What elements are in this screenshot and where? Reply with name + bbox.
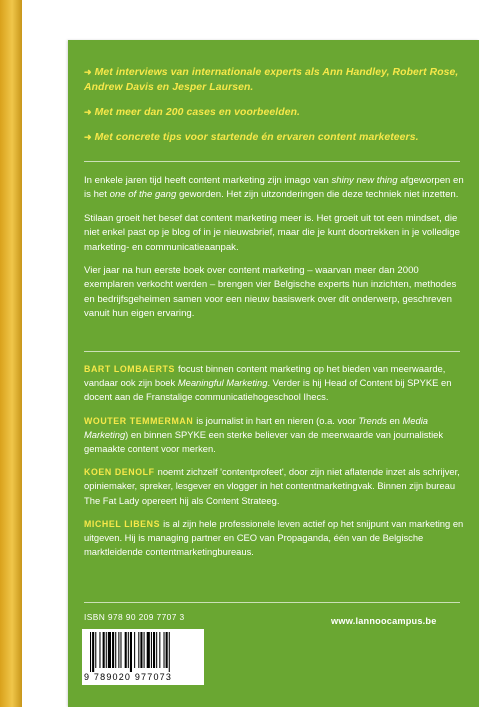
author-bio: KOEN DENOLF noemt zichzelf 'contentprofeet', door zijn niet aflatende inzet als schrijver, opiniemaker, spreker, lesgever en vlogger in het contentmarketingvak. Binnen zijn bureau The Fat Lady opereert hij als Content Strateeg. <box>84 466 460 506</box>
cover-panel <box>68 40 479 707</box>
isbn-label: ISBN 978 90 209 7707 3 <box>84 612 185 622</box>
divider <box>84 161 460 162</box>
barcode-bar <box>112 632 114 668</box>
barcode-bar <box>95 632 96 668</box>
bullet-item: ➜ Met meer dan 200 cases en voorbeelden. <box>84 107 301 118</box>
barcode-bar <box>128 632 129 668</box>
author-bios <box>84 362 466 568</box>
barcode-bar <box>166 632 168 668</box>
barcode-bar <box>151 632 152 668</box>
barcode-bar <box>164 632 165 668</box>
publisher-website[interactable]: www.lannoocampus.be <box>331 616 437 626</box>
barcode-bar <box>140 632 142 668</box>
blurb-paragraph: In enkele jaren tijd heeft content marketing zijn imago van shiny new thing afgeworpen en is het one of the gang geworden. Het zijn uitzonderingen die deze techniek niet inzetten. <box>84 175 464 201</box>
barcode <box>82 629 204 685</box>
barcode-bar <box>147 632 150 668</box>
barcode-bar <box>99 632 100 668</box>
barcode-bar <box>134 632 135 668</box>
bullet-item: ➜ Met concrete tips voor startende én ervaren content marketeers. <box>84 132 419 143</box>
barcode-bar <box>153 632 155 668</box>
arrow-right-icon: ➜ <box>84 132 92 142</box>
divider <box>84 602 460 603</box>
barcode-bar <box>130 632 132 672</box>
barcode-bars <box>90 632 196 672</box>
barcode-bar <box>169 632 170 672</box>
blurb-text <box>84 174 466 331</box>
divider <box>84 351 460 352</box>
author-bio: WOUTER TEMMERMAN is journalist in hart en nieren (o.a. voor Trends en Media Marketing) en binnen SPYKE een sterke believer van de meerwaarde van journalistiek gemaakte content voor merken. <box>84 414 444 455</box>
book-spine <box>0 0 22 707</box>
author-name: KOEN DENOLF <box>84 467 155 478</box>
author-name: WOUTER TEMMERMAN <box>84 415 194 426</box>
barcode-bar <box>144 632 145 668</box>
bullet-item: ➜ Met interviews van internationale experts als Ann Handley, Robert Rose, Andrew Davis en Jesper Laursen. <box>84 67 459 93</box>
arrow-right-icon: ➜ <box>84 107 92 117</box>
barcode-bar <box>120 632 121 668</box>
barcode-bar <box>106 632 107 668</box>
barcode-bar <box>156 632 157 668</box>
barcode-digits: 9 789020 977073 <box>84 672 173 682</box>
barcode-bar <box>115 632 116 668</box>
barcode-bar <box>90 632 91 672</box>
feature-bullets <box>84 65 474 155</box>
author-name: MICHEL LIBENS <box>84 518 161 529</box>
barcode-bar <box>108 632 111 668</box>
barcode-bar <box>138 632 139 668</box>
blurb-paragraph: Stilaan groeit het besef dat content marketing meer is. Het groeit uit tot een mindset, die niet enkel past op je blog of in je nieuwsbrief, maar die je kunt doortrekken in je volledige marketing- en communicatieaanpak. <box>84 212 460 253</box>
author-name: BART LOMBAERTS <box>84 364 175 374</box>
barcode-bar <box>125 632 127 668</box>
blurb-paragraph: Vier jaar na hun eerste boek over content marketing – waarvan meer dan 2000 exemplaren verkocht werden – brengen vier Belgische experts hun inzichten, methodes en bedrijfsgeheimen samen voor een nieuw basiswerk over dit onderwerp, geschreven vanuit hun eigen ervaring. <box>84 265 457 320</box>
arrow-right-icon: ➜ <box>84 67 92 77</box>
barcode-bar <box>118 632 119 668</box>
barcode-bar <box>159 632 160 668</box>
author-bio: BART LOMBAERTS focust binnen content marketing op het bieden van meerwaarde, vandaar ook zijn boek Meaningful Marketing. Verder is hij Head of Content bij SPYKE en docent aan de Franstalige communicatiehogeschool Ihecs. <box>84 363 452 403</box>
author-bio: MICHEL LIBENS is al zijn hele professionele leven actief op het snijpunt van marketing en uitgeven. Hij is managing partner en CEO van Propaganda, één van de Belgische marktleidende contentmarketingbureaus. <box>84 517 464 558</box>
barcode-bar <box>92 632 94 672</box>
barcode-bar <box>103 632 105 668</box>
